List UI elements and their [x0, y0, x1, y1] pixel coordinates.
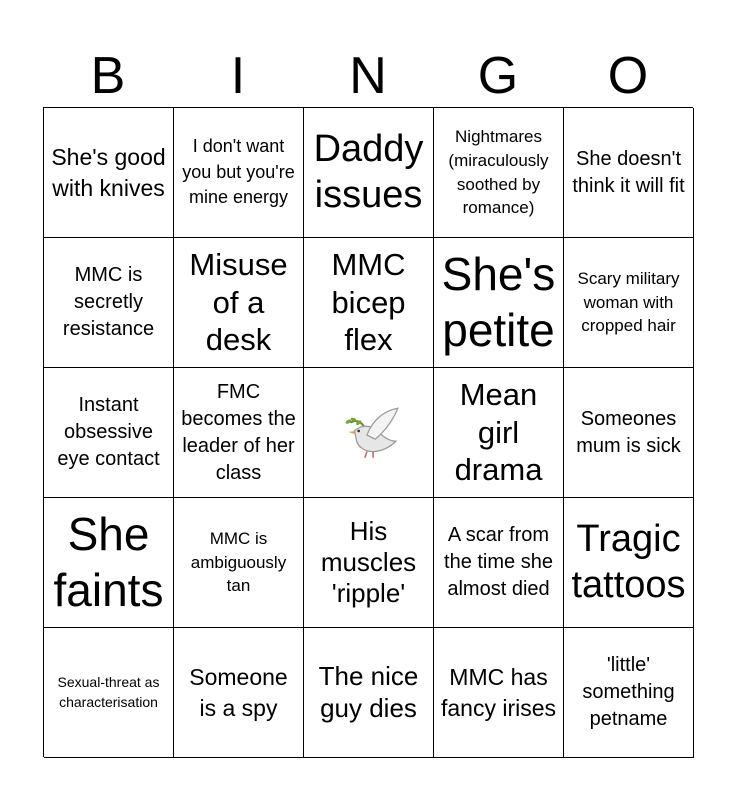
bingo-cell[interactable]	[174, 628, 304, 758]
header-letter-b: B	[90, 47, 126, 105]
bingo-cell[interactable]	[564, 238, 694, 368]
bingo-cell[interactable]	[564, 628, 694, 758]
bingo-cell[interactable]	[434, 498, 564, 628]
bingo-cell-text: Daddy issues	[313, 127, 424, 216]
bingo-cell-free[interactable]	[304, 368, 434, 498]
bingo-cell[interactable]	[174, 498, 304, 628]
header-letter-i: I	[230, 47, 246, 105]
bingo-board	[43, 107, 693, 757]
dove-icon	[336, 400, 402, 466]
bingo-cell-text: A scar from the time she almost died	[444, 524, 553, 600]
bingo-cell[interactable]	[304, 108, 434, 238]
bingo-cell[interactable]	[564, 108, 694, 238]
bingo-cell-text: Someones mum is sick	[576, 407, 681, 457]
bingo-cell-text: MMC bicep flex	[331, 246, 406, 358]
bingo-cell-text: The nice guy dies	[318, 661, 419, 723]
bingo-cell-text: Tragic tattoos	[571, 517, 686, 606]
bingo-cell-text: Sexual-threat as characterisation	[57, 673, 160, 710]
bingo-cell[interactable]	[434, 368, 564, 498]
bingo-cell[interactable]	[434, 108, 564, 238]
bingo-cell[interactable]	[44, 628, 174, 758]
bingo-cell[interactable]	[564, 368, 694, 498]
bingo-cell-text: MMC is secretly resistance	[62, 264, 155, 340]
bingo-cell-text: Scary military woman with cropped hair	[577, 268, 680, 336]
bingo-cell-text: Instant obsessive eye contact	[57, 394, 160, 470]
header-letter-o: O	[607, 47, 649, 105]
bingo-cell-text: MMC has fancy irises	[440, 664, 557, 721]
header-letter-g: G	[477, 47, 519, 105]
bingo-cell[interactable]	[434, 238, 564, 368]
bingo-cell-text: She doesn't think it will fit	[572, 147, 685, 197]
bingo-cell[interactable]	[44, 498, 174, 628]
bingo-cell-text: Misuse of a desk	[189, 246, 288, 358]
bingo-cell-text: MMC is ambiguously tan	[190, 528, 287, 596]
bingo-cell[interactable]	[174, 368, 304, 498]
header-letter-n: N	[349, 47, 387, 105]
bingo-cell[interactable]	[304, 238, 434, 368]
bingo-cell[interactable]	[434, 628, 564, 758]
bingo-cell-text: She faints	[53, 508, 164, 616]
bingo-cell[interactable]	[44, 368, 174, 498]
bingo-cell-text: Nightmares (miraculously soothed by romance)	[448, 126, 549, 218]
bingo-cell[interactable]	[174, 108, 304, 238]
bingo-cell[interactable]	[304, 498, 434, 628]
bingo-cell-text: His muscles 'ripple'	[320, 515, 417, 609]
bingo-cell-text: Mean girl drama	[454, 376, 543, 488]
bingo-header	[43, 48, 693, 104]
bingo-cell-text: I don't want you but you're mine energy	[182, 136, 295, 208]
bingo-cell-text: Someone is a spy	[189, 664, 288, 721]
bingo-cell[interactable]	[564, 498, 694, 628]
bingo-cell-text: She's good with knives	[51, 144, 166, 201]
bingo-cell[interactable]	[44, 238, 174, 368]
bingo-cell[interactable]	[44, 108, 174, 238]
bingo-cell-text: FMC becomes the leader of her class	[181, 380, 296, 484]
bingo-cell-text: She's petite	[441, 248, 556, 356]
bingo-cell[interactable]	[304, 628, 434, 758]
bingo-cell[interactable]	[174, 238, 304, 368]
bingo-cell-text: 'little' something petname	[582, 654, 675, 730]
